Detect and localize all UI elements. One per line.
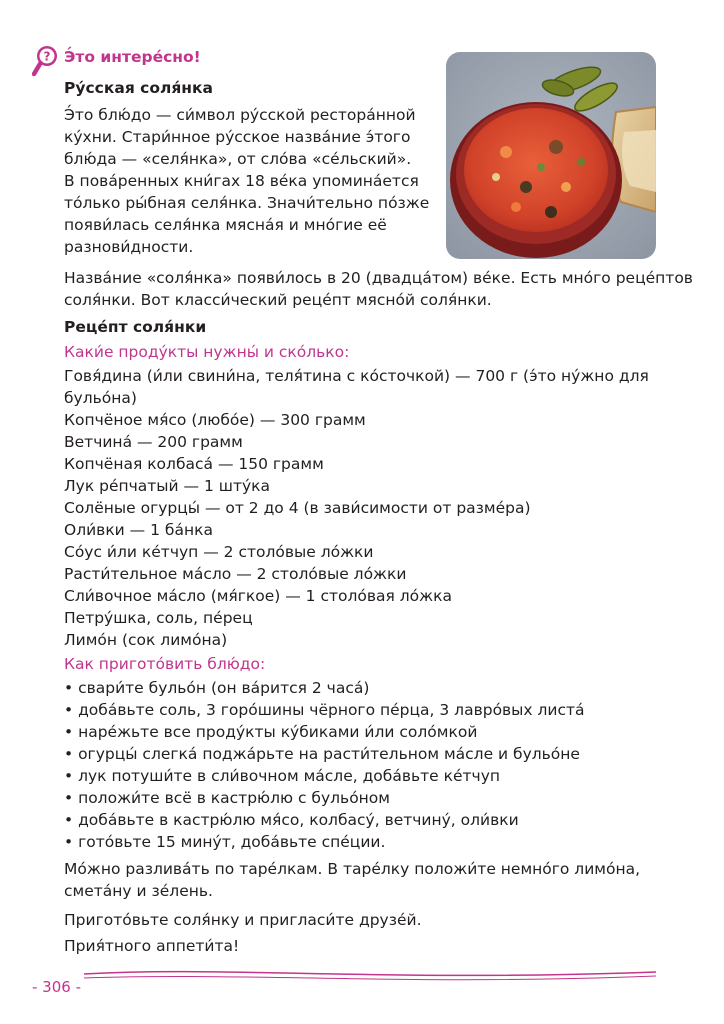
list-item: Расти́тельное ма́сло — 2 столо́вые ло́жки bbox=[64, 565, 407, 583]
history-line: Назва́ние «соля́нка» появи́лось в 20 (двадца́том) ве́ке. Есть мно́го реце́птов bbox=[64, 269, 693, 287]
list-item: • доба́вьте в кастрю́лю мя́со, колбасу́, ветчину́, оли́вки bbox=[64, 811, 519, 829]
soup-bowl-photo bbox=[446, 52, 656, 259]
list-item: Говя́дина (и́ли свини́на, теля́тина с ко́сточкой) — 700 г (э́то ну́жно для bbox=[64, 367, 649, 385]
section-header bbox=[32, 44, 62, 78]
list-item: Со́ус и́ли ке́тчуп — 2 столо́вые ло́жки bbox=[64, 543, 374, 561]
article-intro bbox=[64, 104, 429, 258]
list-item: Петру́шка, соль, пе́рец bbox=[64, 609, 253, 627]
intro-line: разнови́дности. bbox=[64, 238, 194, 256]
intro-line: В пова́ренных кни́гах 18 ве́ка упомина́ется bbox=[64, 172, 419, 190]
ingredients-list bbox=[64, 365, 649, 651]
list-item: • доба́вьте соль, 3 горо́шины чёрного пе́рца, 3 лавро́вых листа́ bbox=[64, 701, 585, 719]
steps-list bbox=[64, 677, 585, 853]
list-item: Оли́вки — 1 ба́нка bbox=[64, 521, 213, 539]
history-line: соля́нки. Вот класси́ческий реце́пт мясно́й соля́нки. bbox=[64, 291, 492, 309]
invite-text: Пригото́вьте соля́нку и пригласи́те друзе́й. bbox=[64, 911, 422, 929]
article-history bbox=[64, 267, 693, 311]
serving-text bbox=[64, 858, 640, 902]
list-item: • лук потуши́те в сли́вочном ма́сле, доба́вьте ке́тчуп bbox=[64, 767, 501, 785]
footer-wave-divider bbox=[84, 964, 656, 988]
list-item: Солёные огурцы́ — от 2 до 4 (в зави́симости от разме́ра) bbox=[64, 499, 531, 517]
list-item: Ветчина́ — 200 грамм bbox=[64, 433, 243, 451]
intro-line: появи́лась селя́нка мясна́я и мно́гие её bbox=[64, 216, 387, 234]
article-title: Ру́сская соля́нка bbox=[64, 79, 213, 97]
intro-line: блю́да — «селя́нка», от сло́ва «се́льский». bbox=[64, 150, 412, 168]
svg-text:?: ? bbox=[43, 49, 51, 64]
steps-heading: Как пригото́вить блю́до: bbox=[64, 655, 266, 673]
list-item: Копчёное мя́со (любо́е) — 300 грамм bbox=[64, 411, 366, 429]
list-item: Лимо́н (сок лимо́на) bbox=[64, 631, 228, 649]
intro-line: то́лько ры́бная селя́нка. Значи́тельно по́зже bbox=[64, 194, 430, 212]
list-item: • гото́вьте 15 мину́т, доба́вьте спе́ции. bbox=[64, 833, 386, 851]
list-item: • положи́те всё в кастрю́лю с бульо́ном bbox=[64, 789, 390, 807]
intro-line: ку́хни. Стари́нное ру́сское назва́ние э́того bbox=[64, 128, 411, 146]
closing-text: Прия́тного аппети́та! bbox=[64, 937, 240, 955]
section-title: Э́то интере́сно! bbox=[64, 48, 201, 66]
list-item: • огурцы́ слегка́ поджа́рьте на расти́тельном ма́сле и бульо́не bbox=[64, 745, 580, 763]
intro-line: Э́то блю́до — си́мвол ру́сской рестора́нной bbox=[64, 106, 416, 124]
serving-line: Мо́жно разлива́ть по таре́лкам. В таре́лку положи́те немно́го лимо́на, bbox=[64, 860, 641, 878]
list-item: Лук ре́пчатый — 1 шту́ка bbox=[64, 477, 271, 495]
magnifier-question-icon bbox=[32, 44, 62, 78]
list-item: бульо́на) bbox=[64, 389, 137, 407]
ingredients-heading: Каки́е проду́кты нужны́ и ско́лько: bbox=[64, 343, 350, 361]
page-number: - 306 - bbox=[32, 978, 81, 996]
recipe-title: Реце́пт соля́нки bbox=[64, 318, 207, 336]
list-item: Копчёная колбаса́ — 150 грамм bbox=[64, 455, 324, 473]
list-item: Сли́вочное ма́сло (мя́гкое) — 1 столо́вая ло́жка bbox=[64, 587, 452, 605]
list-item: • свари́те бульо́н (он ва́рится 2 часа́) bbox=[64, 679, 370, 697]
serving-line: смета́ну и зе́лень. bbox=[64, 882, 213, 900]
list-item: • наре́жьте все проду́кты ку́биками и́ли соло́мкой bbox=[64, 723, 478, 741]
